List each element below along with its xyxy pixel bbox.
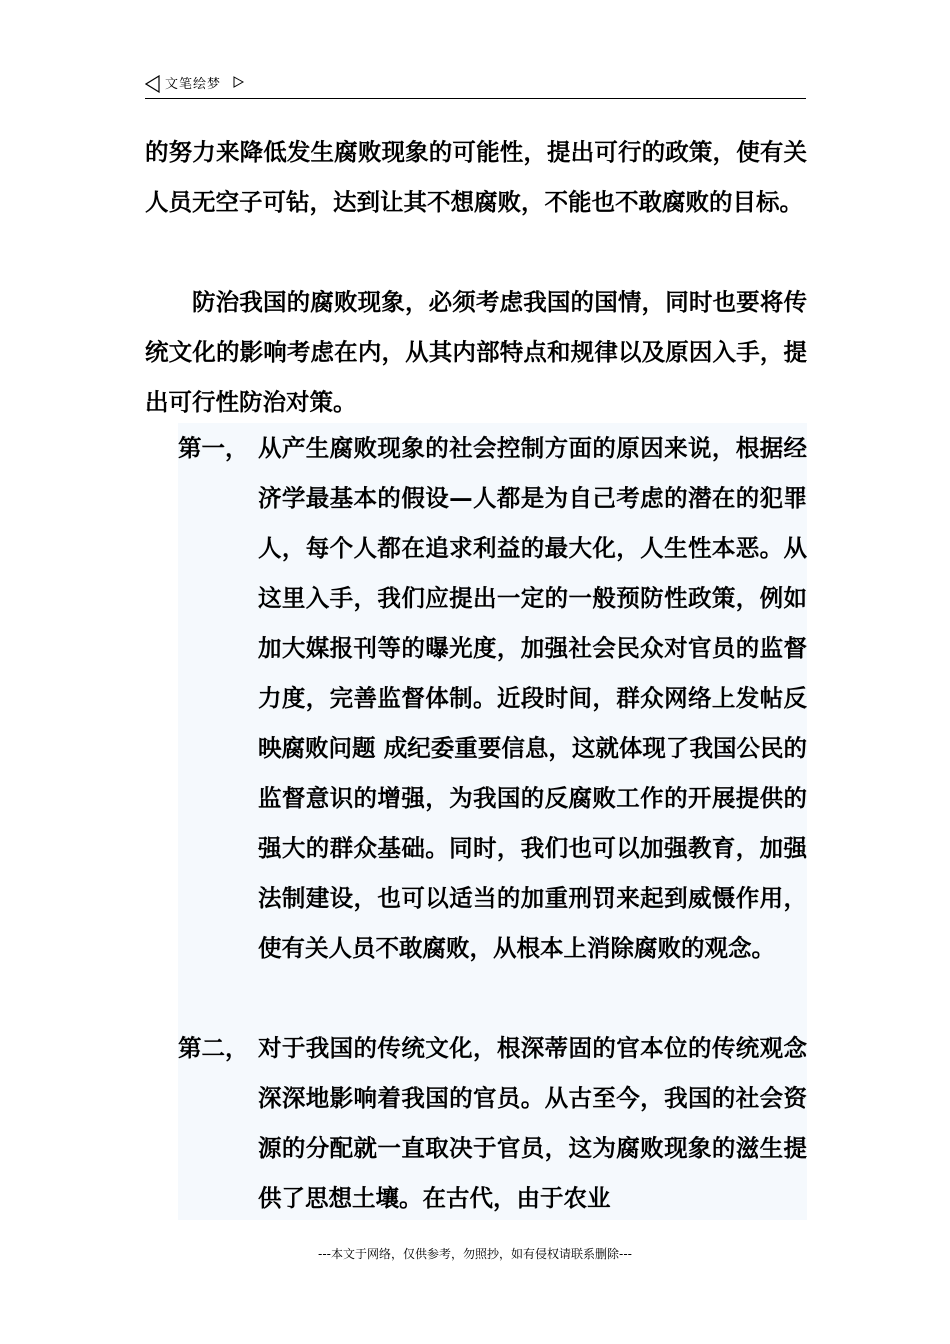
- header-brand: 文笔绘梦: [165, 77, 222, 92]
- item-text: 从产生腐败现象的社会控制方面的原因来说，根据经济学最基本的假设—人都是为自己考虑的潜在的犯罪人，每个人都在追求利益的最大化，人生性本恶。从这里入手，我们应提出一定的一般预防性政策，例如加大媒报刊等的曝光度，加强社会民众对官员的监督力度，完善监督体制。近段时间，群众网络上发帖反映腐败问题 成纪委重要信息，这就体现了我国公民的监督意识的增强，为我国的反腐败工作的开展提供的强大的群众基础。同时，我们也可以加强教育，加强法制建设，也可以适当的加重刑罚来起到威慑作用，使有关人员不敢腐败，从根本上消除腐败的观念。: [258, 434, 807, 962]
- list-item: [178, 423, 807, 1023]
- triangle-left-icon: [145, 75, 160, 93]
- item-number: 第二，: [178, 1034, 249, 1062]
- list-item: [178, 1023, 807, 1220]
- page-footer: ---本文于网络，仅供参考，勿照抄，如有侵权请联系删除---: [318, 1247, 632, 1261]
- paragraph-1: 的努力来降低发生腐败现象的可能性，提出可行的政策，使有关人员无空子可钻，达到让其不想腐败，不能也不敢腐败的目标。: [145, 138, 807, 216]
- item-number: 第一，: [178, 434, 249, 462]
- page-header: [145, 72, 806, 99]
- item-text: 对于我国的传统文化，根深蒂固的官本位的传统观念深深地影响着我国的官员。从古至今，我国的社会资源的分配就一直取决于官员，这为腐败现象的滋生提供了思想土壤。在古代，由于农业: [258, 1034, 807, 1212]
- triangle-right-icon: [233, 76, 244, 88]
- paragraph-2: 防治我国的腐败现象，必须考虑我国的国情，同时也要将传统文化的影响考虑在内，从其内部特点和规律以及原因入手，提出可行性防治对策。: [145, 288, 807, 416]
